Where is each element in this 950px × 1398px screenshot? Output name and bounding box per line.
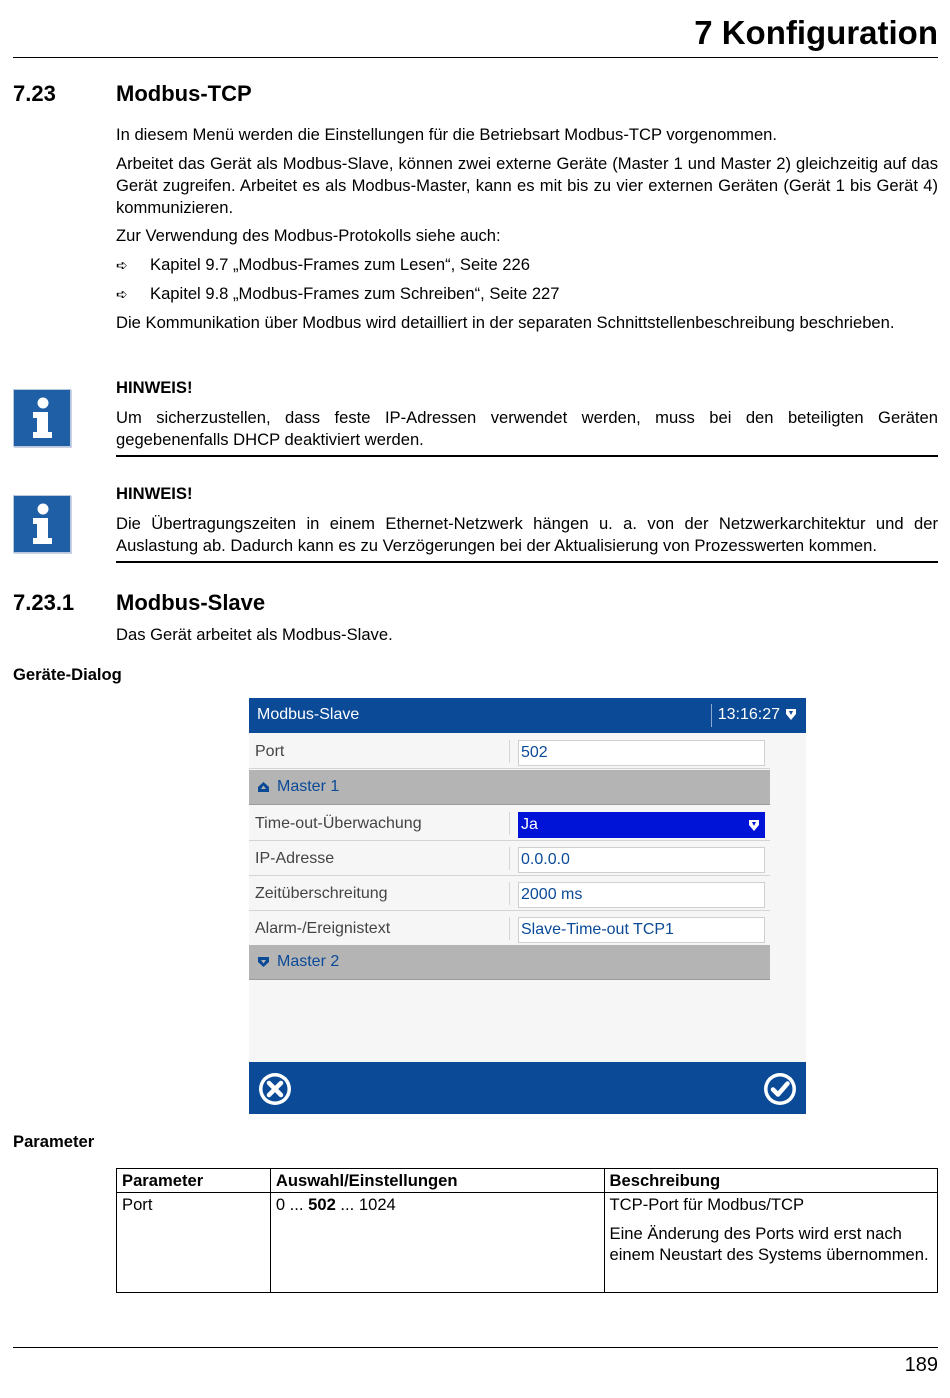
table-header-row [117,1169,938,1193]
note-text: Um sicherzustellen, dass feste IP-Adressen verwendet werden, muss bei den beteiligten Geräten gegebenenfalls DHCP deaktiviert werden. [116,408,938,449]
subsection-text: Das Gerät arbeitet als Modbus-Slave. [116,625,393,644]
column-divider [509,812,510,835]
info-icon [13,495,71,553]
see-also-paragraph: Zur Verwendung des Modbus-Protokolls siehe auch: [116,226,501,245]
column-header: Auswahl/Einstellungen [270,1169,604,1193]
group-master-1[interactable] [249,770,770,805]
subsection-number: 7.23.1 [13,590,75,615]
ip-address-field[interactable]: 0.0.0.0 [518,847,765,873]
description-line: Eine Änderung des Ports wird erst nach einem Neustart des Systems übernommen. [609,1224,929,1264]
note-divider [116,455,938,457]
table-row [117,1193,938,1293]
description-line: TCP-Port für Modbus/TCP [609,1195,805,1214]
subsection-title: Modbus-Slave [116,590,266,615]
range-default: 502 [308,1195,336,1214]
reference-link-write[interactable] [116,283,716,305]
expand-icon [258,957,269,967]
column-header: Parameter [117,1169,271,1193]
chapter-title: 7 Konfiguration [694,14,938,51]
header-divider [13,57,938,58]
reference-link-read[interactable] [116,254,716,276]
ip-address-row [249,841,770,876]
port-row [249,734,770,769]
timeout-field[interactable]: 2000 ms [518,882,765,908]
footer-divider [13,1347,938,1348]
group-label: Master 2 [277,953,340,970]
group-master-2[interactable] [249,945,770,980]
column-divider [509,882,510,905]
select-value: Ja [521,816,538,833]
timeout-monitoring-label: Time-out-Überwachung [255,815,422,832]
timeout-monitoring-row [249,806,770,841]
device-dialog-heading: Geräte-Dialog [13,665,122,684]
port-field[interactable]: 502 [518,740,765,766]
column-divider [509,740,510,763]
column-divider [509,917,510,940]
dropdown-arrow-icon [749,820,759,831]
note-divider [116,561,938,563]
closing-paragraph: Die Kommunikation über Modbus wird detailliert in der separaten Schnittstellenbeschreibung beschrieben. [116,313,895,332]
column-header: Beschreibung [604,1169,938,1193]
device-clock[interactable]: 13:16:27 [717,706,780,723]
param-cell: Port [117,1193,271,1293]
note-heading: HINWEIS! [116,484,193,503]
timeout-monitoring-select[interactable] [518,812,765,838]
reference-text: Kapitel 9.8 „Modbus-Frames zum Schreiben“, Seite 227 [150,284,560,303]
description-cell [604,1193,938,1293]
range-max: ... 1024 [335,1195,396,1214]
device-title: Modbus-Slave [257,706,360,723]
section-number: 7.23 [13,81,56,106]
ip-address-label: IP-Adresse [255,850,335,867]
alarm-text-label: Alarm-/Ereignistext [255,920,391,937]
section-title: Modbus-TCP [116,81,252,106]
parameter-heading: Parameter [13,1132,95,1151]
range-cell [270,1193,604,1293]
parameter-table [116,1168,938,1293]
column-divider [509,847,510,870]
info-icon [13,389,71,447]
dropdown-arrow-icon[interactable] [786,709,796,720]
device-titlebar [249,698,806,733]
intro-paragraph: In diesem Menü werden die Einstellungen für die Betriebsart Modbus-TCP vorgenommen. [116,125,778,144]
timeout-label: Zeitüberschreitung [255,885,388,902]
confirm-button[interactable] [763,1072,797,1106]
device-footer [249,1062,806,1114]
titlebar-divider [711,704,712,727]
note-heading: HINWEIS! [116,378,193,397]
device-screen [249,698,806,1114]
cancel-button[interactable] [258,1072,292,1106]
alarm-text-row [249,911,770,946]
slave-master-paragraph: Arbeitet das Gerät als Modbus-Slave, können zwei externe Geräte (Master 1 und Master 2) gleichzeitig auf das Gerät zugreifen. Arbeitet es als Modbus-Master, kann es mit bis zu vier externen Geräten (Gerät 1 bis Gerät 4) kommunizieren. [116,154,938,217]
reference-text: Kapitel 9.7 „Modbus-Frames zum Lesen“, Seite 226 [150,255,530,274]
arrow-right-icon: ➪ [116,286,128,302]
range-min: 0 ... [275,1195,309,1214]
alarm-text-field[interactable]: Slave-Time-out TCP1 [518,917,765,943]
timeout-row [249,876,770,911]
note-text: Die Übertragungszeiten in einem Ethernet-Netzwerk hängen u. a. von der Netzwerkarchitektur und der Auslastung ab. Dadurch kann es zu Verzögerungen bei der Aktualisierung von Prozesswerten kommen. [116,514,938,555]
port-label: Port [255,743,285,760]
group-label: Master 1 [277,778,340,795]
page-number: 189 [904,1354,938,1376]
collapse-icon [258,782,269,792]
arrow-right-icon: ➪ [116,257,128,273]
